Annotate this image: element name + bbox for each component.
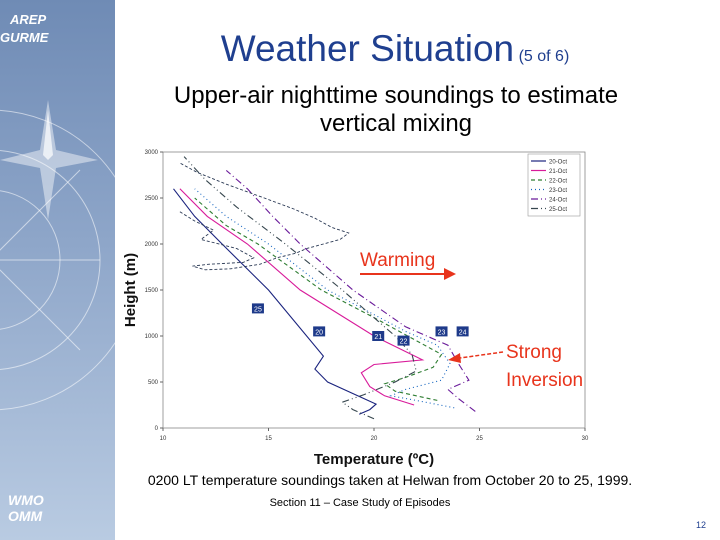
x-axis-label: Temperature (ºC)	[313, 451, 435, 468]
strong-label: Strong	[506, 342, 562, 363]
legend-label: 23-Oct	[549, 188, 568, 194]
sounding-chart	[118, 140, 610, 470]
x-tick-label: 10	[159, 436, 167, 442]
y-tick-label: 1500	[144, 288, 158, 294]
legend-label: 22-Oct	[549, 178, 568, 185]
wmo-label: WMO	[8, 492, 44, 508]
title-text: Weather Situation	[220, 28, 515, 69]
subtitle-line-1: Upper-air nighttime soundings to estimate	[173, 82, 619, 109]
footer-section: Section 11 – Case Study of Episodes	[269, 497, 451, 509]
day-label-text: 25	[254, 306, 262, 314]
x-tick-label: 15	[265, 436, 272, 442]
legend-label: 21-Oct	[549, 169, 568, 175]
omm-label: OMM	[8, 508, 43, 524]
legend-label: 24-Oct	[549, 197, 568, 204]
y-tick-label: 0	[154, 426, 158, 432]
y-tick-label: 500	[147, 380, 158, 386]
subtitle-line-2: vertical mixing	[319, 110, 473, 137]
y-tick-label: 2500	[144, 196, 158, 202]
slide-subtitle	[115, 82, 677, 138]
legend-label: 20-Oct	[549, 159, 568, 166]
day-label-text: 23	[437, 329, 446, 337]
day-label-text: 24	[458, 329, 467, 337]
y-tick-label: 3000	[144, 150, 158, 156]
x-tick-label: 30	[581, 436, 589, 442]
inversion-label: Inversion	[506, 370, 584, 391]
y-tick-label: 2000	[144, 242, 158, 248]
y-tick-label: 1000	[144, 334, 158, 340]
page-number: 12	[695, 520, 706, 530]
day-label-text: 20	[315, 329, 324, 337]
warming-label: Warming	[360, 250, 436, 271]
day-label-text: 21	[374, 334, 383, 341]
chart-legend	[528, 154, 580, 216]
x-tick-label: 25	[476, 436, 483, 442]
figure-caption: 0200 LT temperature soundings taken at Helwan from October 20 to 25, 1999.	[147, 472, 633, 488]
x-tick-label: 20	[370, 436, 378, 442]
sidebar	[0, 0, 115, 540]
gurme-label: GURME	[0, 30, 49, 45]
legend-label: 25-Oct	[549, 207, 568, 213]
day-label-text: 22	[399, 338, 408, 346]
arep-label: AREP	[10, 12, 47, 27]
slide-title	[115, 28, 675, 70]
y-axis-label: Height (m)	[122, 252, 139, 328]
compass-rose-graphic	[0, 0, 115, 540]
title-part-text: (5 of 6)	[518, 48, 570, 65]
